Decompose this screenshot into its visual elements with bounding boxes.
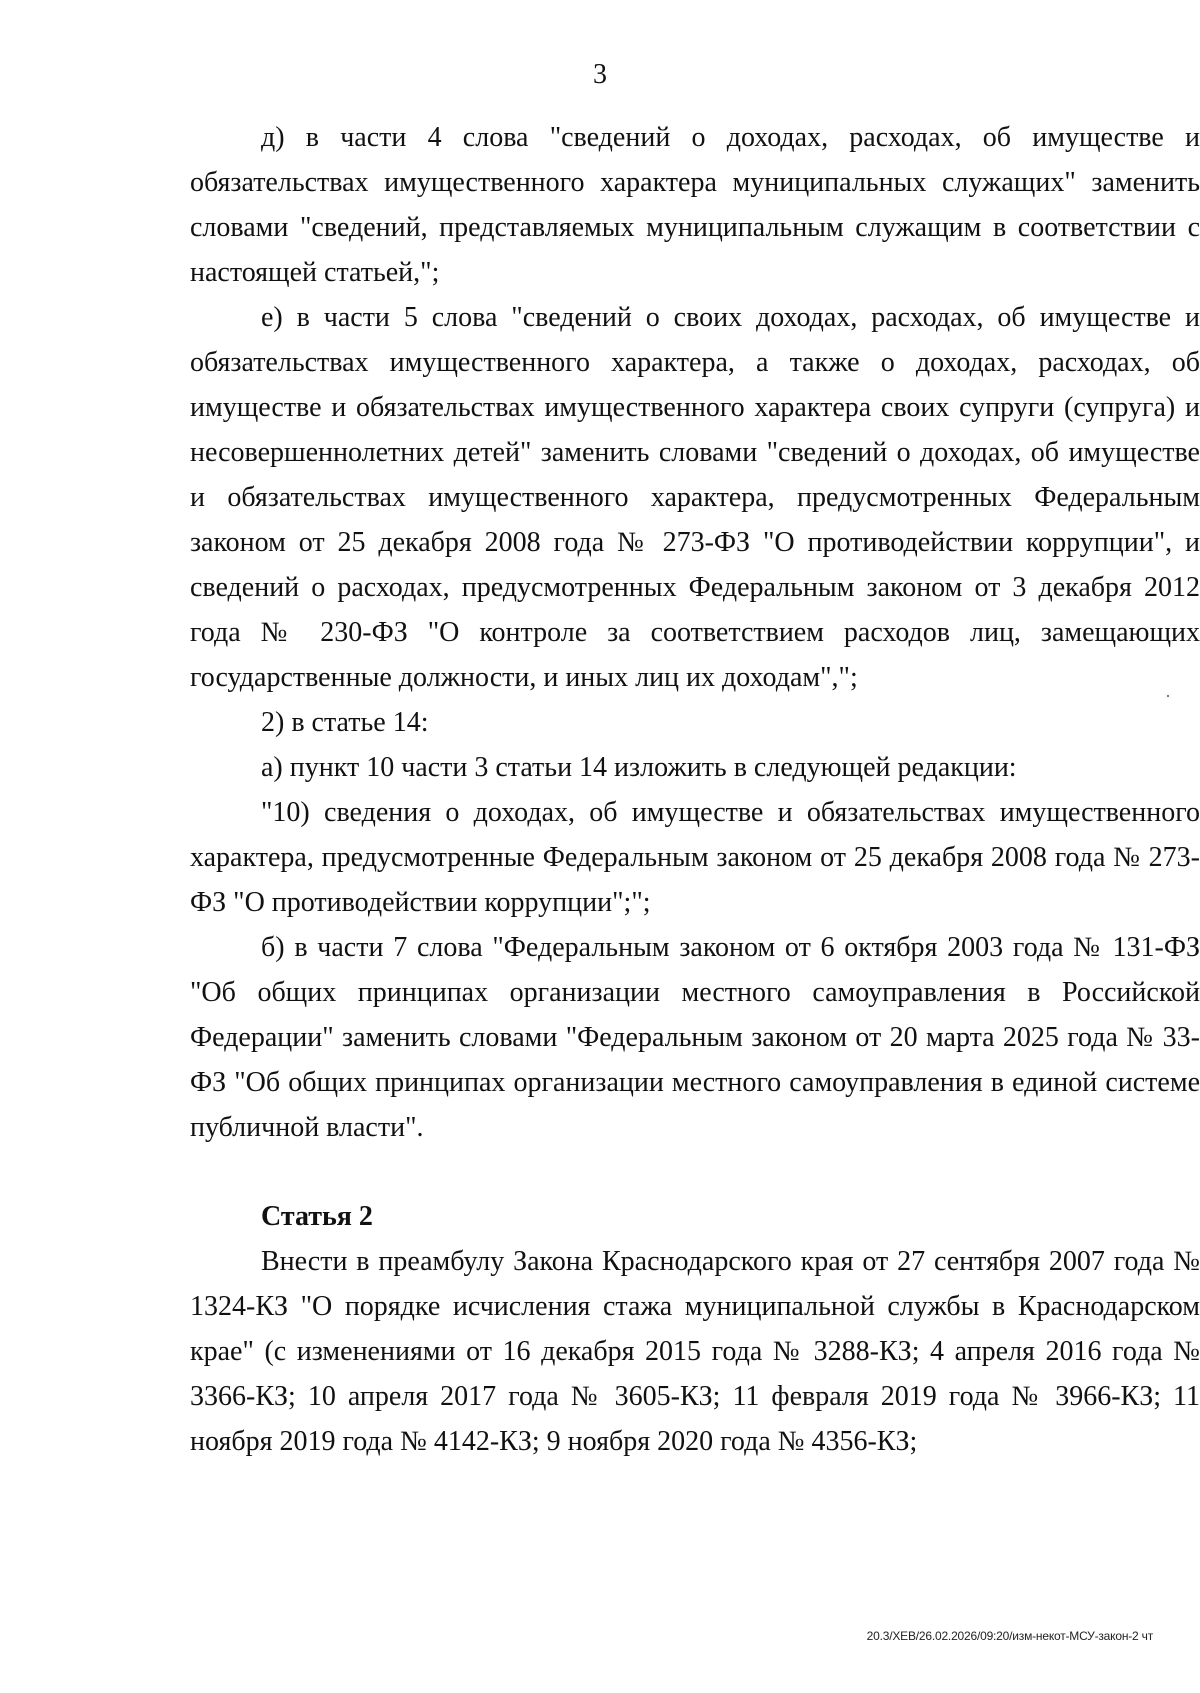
page-number: 3	[593, 59, 607, 90]
footer-document-code: 20.3/ХЕВ/26.02.2026/09:20/изм-некот-МСУ-закон-2 чт	[866, 1629, 1153, 1643]
paragraph-a: а) пункт 10 части 3 статьи 14 изложить в следующей редакции:	[261, 752, 1017, 783]
paragraph-quote-10: "10) сведения о доходах, об имуществе и обязательствах имущественного характера, предусмотренные Федеральным законом от 25 декабря 2008 года № 273-ФЗ "О противодействии коррупции";";	[190, 797, 1200, 918]
document-body	[190, 115, 1200, 1464]
paragraph-item-2: 2) в статье 14:	[261, 707, 429, 738]
article-2-heading: Статья 2	[261, 1201, 373, 1232]
paragraph-b: б) в части 7 слова "Федеральным законом от 6 октября 2003 года № 131-ФЗ "Об общих принципах организации местного самоуправления в Российской Федерации" заменить словами "Федеральным законом от 20 марта 2025 года № 33-ФЗ "Об общих принципах организации местного самоуправления в единой системе публичной власти".	[190, 932, 1200, 1143]
article-2-text: Внести в преамбулу Закона Краснодарского края от 27 сентября 2007 года № 1324-КЗ "О порядке исчисления стажа муниципальной службы в Краснодарском крае" (с изменениями от 16 декабря 2015 года № 3288-КЗ; 4 апреля 2016 года № 3366-КЗ; 10 апреля 2017 года № 3605-КЗ; 11 февраля 2019 года № 3966-КЗ; 11 ноября 2019 года № 4142-КЗ; 9 ноября 2020 года № 4356-КЗ;	[190, 1246, 1200, 1457]
scan-artifact	[1167, 695, 1169, 697]
paragraph-e: е) в части 5 слова "сведений о своих доходах, расходах, об имуществе и обязательствах имущественного характера, а также о доходах, расходах, об имуществе и обязательствах имущественного характера своих супруги (супруга) и несовершеннолетних детей" заменить словами "сведений о доходах, об имуществе и обязательствах имущественного характера, предусмотренных Федеральным законом от 25 декабря 2008 года № 273-ФЗ "О противодействии коррупции", и сведений о расходах, предусмотренных Федеральным законом от 3 декабря 2012 года № 230-ФЗ "О контроле за соответствием расходов лиц, замещающих государственные должности, и иных лиц их доходам",";	[190, 302, 1200, 693]
paragraph-d: д) в части 4 слова "сведений о доходах, расходах, об имуществе и обязательствах имущественного характера муниципальных служащих" заменить словами "сведений, представляемых муниципальным служащим в соответствии с настоящей статьей,";	[190, 122, 1200, 288]
